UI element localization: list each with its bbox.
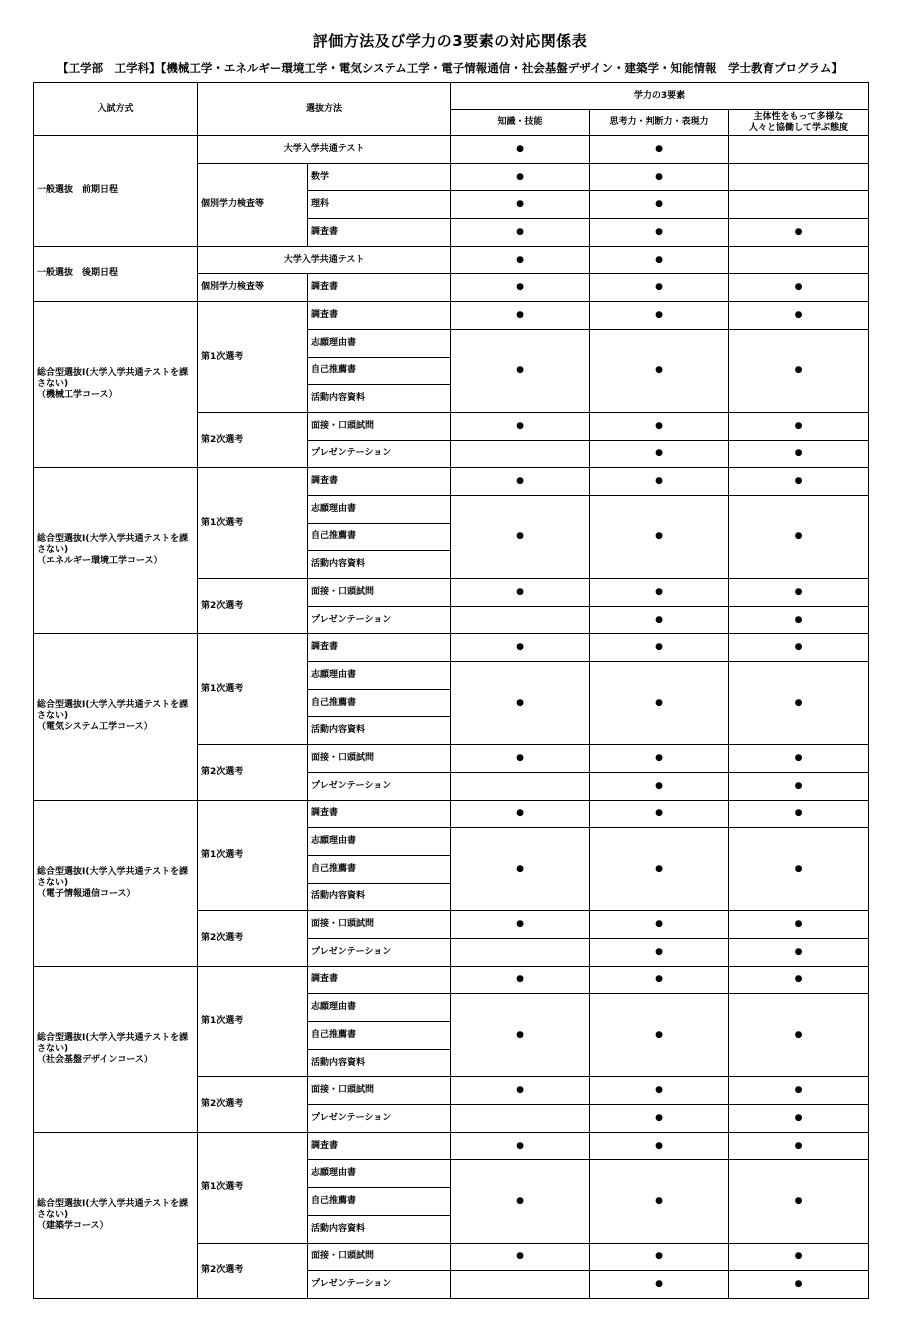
mark-cell: ● — [451, 412, 590, 440]
item-cell: 面接・口頭試問 — [308, 1243, 451, 1271]
mark-cell: ● — [451, 136, 590, 164]
mark-cell: ● — [451, 994, 590, 1077]
mark-cell — [451, 1271, 590, 1299]
mark-cell: ● — [729, 828, 869, 911]
mark-cell — [451, 772, 590, 800]
item-cell: 志願理由書 — [308, 994, 451, 1022]
mark-cell — [729, 163, 869, 191]
mark-cell — [729, 191, 869, 219]
table-row — [34, 468, 869, 496]
mark-cell: ● — [729, 966, 869, 994]
mark-cell: ● — [451, 163, 590, 191]
mark-cell — [729, 246, 869, 274]
item-cell: 活動内容資料 — [308, 1049, 451, 1077]
stage-cell: 第1次選考 — [198, 302, 308, 413]
mark-cell: ● — [590, 1132, 729, 1160]
stage-cell: 第1次選考 — [198, 966, 308, 1077]
item-cell: 志願理由書 — [308, 495, 451, 523]
mark-cell: ● — [590, 745, 729, 773]
mark-cell: ● — [590, 1105, 729, 1133]
mark-cell: ● — [590, 219, 729, 247]
mark-cell: ● — [729, 772, 869, 800]
table-row — [34, 136, 869, 164]
mark-cell: ● — [590, 938, 729, 966]
item-cell: 自己推薦書 — [308, 1188, 451, 1216]
selection-cell: 大学入学共通テスト — [198, 136, 451, 164]
selection-cell: 大学入学共通テスト — [198, 246, 451, 274]
mark-cell: ● — [590, 966, 729, 994]
item-cell: 志願理由書 — [308, 329, 451, 357]
mark-cell: ● — [451, 495, 590, 578]
method-cell: 一般選抜 前期日程 — [34, 136, 198, 247]
header-three-elements: 学力の3要素 — [451, 83, 869, 110]
method-cell: 総合型選抜Ⅰ(大学入学共通テストを課さない) （建築学コース） — [34, 1132, 198, 1298]
mark-cell: ● — [590, 634, 729, 662]
item-cell: 調査書 — [308, 634, 451, 662]
mark-cell: ● — [729, 412, 869, 440]
mark-cell: ● — [590, 329, 729, 412]
item-cell: 活動内容資料 — [308, 1215, 451, 1243]
stage-cell: 第1次選考 — [198, 800, 308, 911]
mark-cell: ● — [451, 1243, 590, 1271]
mark-cell: ● — [451, 274, 590, 302]
mark-cell: ● — [729, 606, 869, 634]
mark-cell: ● — [590, 163, 729, 191]
mark-cell: ● — [729, 662, 869, 745]
item-cell: 調査書 — [308, 966, 451, 994]
stage-cell: 第1次選考 — [198, 634, 308, 745]
item-cell: 調査書 — [308, 800, 451, 828]
mark-cell: ● — [729, 938, 869, 966]
item-cell: 自己推薦書 — [308, 357, 451, 385]
mark-cell: ● — [451, 745, 590, 773]
mark-cell: ● — [590, 911, 729, 939]
mark-cell: ● — [590, 302, 729, 330]
item-cell: プレゼンテーション — [308, 440, 451, 468]
item-cell: プレゼンテーション — [308, 772, 451, 800]
mark-cell: ● — [451, 828, 590, 911]
table-row — [34, 1132, 869, 1160]
mark-cell — [451, 606, 590, 634]
stage-cell: 第2次選考 — [198, 412, 308, 467]
item-cell: 自己推薦書 — [308, 689, 451, 717]
mark-cell: ● — [451, 911, 590, 939]
mark-cell: ● — [729, 495, 869, 578]
mark-cell: ● — [729, 1271, 869, 1299]
mark-cell: ● — [590, 191, 729, 219]
mark-cell: ● — [451, 634, 590, 662]
page-subtitle: 【工学部 工学科】【機械工学・エネルギー環境工学・電気システム工学・電子情報通信・社会基盤デザイン・建築学・知能情報 学士教育プログラム】 — [57, 61, 843, 75]
mark-cell: ● — [729, 329, 869, 412]
mark-cell: ● — [590, 662, 729, 745]
item-cell: プレゼンテーション — [308, 1271, 451, 1299]
stage-cell: 第2次選考 — [198, 579, 308, 634]
item-cell: 志願理由書 — [308, 1160, 451, 1188]
page-title: 評価方法及び学力の3要素の対応関係表 — [312, 32, 588, 50]
mark-cell: ● — [729, 994, 869, 1077]
mark-cell: ● — [590, 1077, 729, 1105]
stage-cell: 第2次選考 — [198, 911, 308, 966]
mark-cell: ● — [729, 219, 869, 247]
mark-cell: ● — [451, 1160, 590, 1243]
item-cell: 調査書 — [308, 302, 451, 330]
item-cell: 面接・口頭試問 — [308, 412, 451, 440]
item-cell: 面接・口頭試問 — [308, 579, 451, 607]
stage-cell: 第2次選考 — [198, 1243, 308, 1298]
item-cell: 志願理由書 — [308, 828, 451, 856]
mark-cell — [451, 938, 590, 966]
mark-cell: ● — [451, 662, 590, 745]
item-cell: 志願理由書 — [308, 662, 451, 690]
item-cell: 調査書 — [308, 468, 451, 496]
item-cell: 理科 — [308, 191, 451, 219]
mark-cell: ● — [590, 800, 729, 828]
item-cell: 調査書 — [308, 274, 451, 302]
mark-cell: ● — [590, 579, 729, 607]
mark-cell — [451, 1105, 590, 1133]
header-attitude: 主体性をもって多様な 人々と協働して学ぶ態度 — [729, 110, 869, 136]
mark-cell: ● — [451, 800, 590, 828]
item-cell: 自己推薦書 — [308, 523, 451, 551]
method-cell: 総合型選抜Ⅰ(大学入学共通テストを課さない) （電子情報通信コース） — [34, 800, 198, 966]
method-cell: 総合型選抜Ⅰ(大学入学共通テストを課さない) （機械工学コース） — [34, 302, 198, 468]
mark-cell: ● — [451, 1132, 590, 1160]
table-row — [34, 246, 869, 274]
item-cell: 自己推薦書 — [308, 855, 451, 883]
item-cell: 調査書 — [308, 219, 451, 247]
item-cell: 自己推薦書 — [308, 1022, 451, 1050]
mark-cell: ● — [590, 994, 729, 1077]
mark-cell: ● — [451, 579, 590, 607]
item-cell: 数学 — [308, 163, 451, 191]
item-cell: 面接・口頭試問 — [308, 745, 451, 773]
mark-cell: ● — [590, 1243, 729, 1271]
header-selection: 選抜方法 — [198, 83, 451, 136]
mark-cell: ● — [451, 966, 590, 994]
mark-cell: ● — [729, 1077, 869, 1105]
table-row — [34, 800, 869, 828]
correspondence-table — [33, 82, 869, 1299]
mark-cell: ● — [729, 911, 869, 939]
stage-cell: 第2次選考 — [198, 1077, 308, 1132]
table-row — [34, 302, 869, 330]
mark-cell: ● — [729, 800, 869, 828]
mark-cell: ● — [729, 440, 869, 468]
mark-cell: ● — [729, 1160, 869, 1243]
stage-cell: 個別学力検査等 — [198, 163, 308, 246]
stage-cell: 個別学力検査等 — [198, 274, 308, 302]
mark-cell: ● — [729, 274, 869, 302]
item-cell: プレゼンテーション — [308, 938, 451, 966]
mark-cell — [729, 136, 869, 164]
mark-cell: ● — [729, 1243, 869, 1271]
header-knowledge: 知識・技能 — [451, 110, 590, 136]
stage-cell: 第1次選考 — [198, 468, 308, 579]
mark-cell: ● — [451, 1077, 590, 1105]
mark-cell — [451, 440, 590, 468]
mark-cell: ● — [451, 191, 590, 219]
mark-cell: ● — [590, 606, 729, 634]
mark-cell: ● — [729, 468, 869, 496]
mark-cell: ● — [729, 579, 869, 607]
mark-cell: ● — [590, 274, 729, 302]
item-cell: 活動内容資料 — [308, 883, 451, 911]
item-cell: 面接・口頭試問 — [308, 1077, 451, 1105]
mark-cell: ● — [451, 468, 590, 496]
mark-cell: ● — [590, 468, 729, 496]
mark-cell: ● — [590, 1160, 729, 1243]
mark-cell: ● — [590, 136, 729, 164]
mark-cell: ● — [729, 302, 869, 330]
stage-cell: 第1次選考 — [198, 1132, 308, 1243]
item-cell: プレゼンテーション — [308, 606, 451, 634]
mark-cell: ● — [590, 246, 729, 274]
mark-cell: ● — [729, 634, 869, 662]
method-cell: 総合型選抜Ⅰ(大学入学共通テストを課さない) （電気システム工学コース） — [34, 634, 198, 800]
method-cell: 総合型選抜Ⅰ(大学入学共通テストを課さない) （エネルギー環境工学コース） — [34, 468, 198, 634]
item-cell: 調査書 — [308, 1132, 451, 1160]
item-cell: プレゼンテーション — [308, 1105, 451, 1133]
header-thinking: 思考力・判断力・表現力 — [590, 110, 729, 136]
mark-cell: ● — [590, 412, 729, 440]
method-cell: 一般選抜 後期日程 — [34, 246, 198, 301]
method-cell: 総合型選抜Ⅰ(大学入学共通テストを課さない) （社会基盤デザインコース） — [34, 966, 198, 1132]
item-cell: 活動内容資料 — [308, 551, 451, 579]
mark-cell: ● — [590, 440, 729, 468]
item-cell: 活動内容資料 — [308, 717, 451, 745]
item-cell: 面接・口頭試問 — [308, 911, 451, 939]
table-row — [34, 966, 869, 994]
mark-cell: ● — [590, 772, 729, 800]
mark-cell: ● — [729, 745, 869, 773]
item-cell: 活動内容資料 — [308, 385, 451, 413]
mark-cell: ● — [451, 246, 590, 274]
mark-cell: ● — [590, 828, 729, 911]
mark-cell: ● — [729, 1105, 869, 1133]
mark-cell: ● — [590, 495, 729, 578]
stage-cell: 第2次選考 — [198, 745, 308, 800]
mark-cell: ● — [451, 219, 590, 247]
header-row — [34, 83, 869, 110]
header-method: 入試方式 — [34, 83, 198, 136]
table-row — [34, 634, 869, 662]
mark-cell: ● — [451, 302, 590, 330]
mark-cell: ● — [729, 1132, 869, 1160]
mark-cell: ● — [451, 329, 590, 412]
mark-cell: ● — [590, 1271, 729, 1299]
